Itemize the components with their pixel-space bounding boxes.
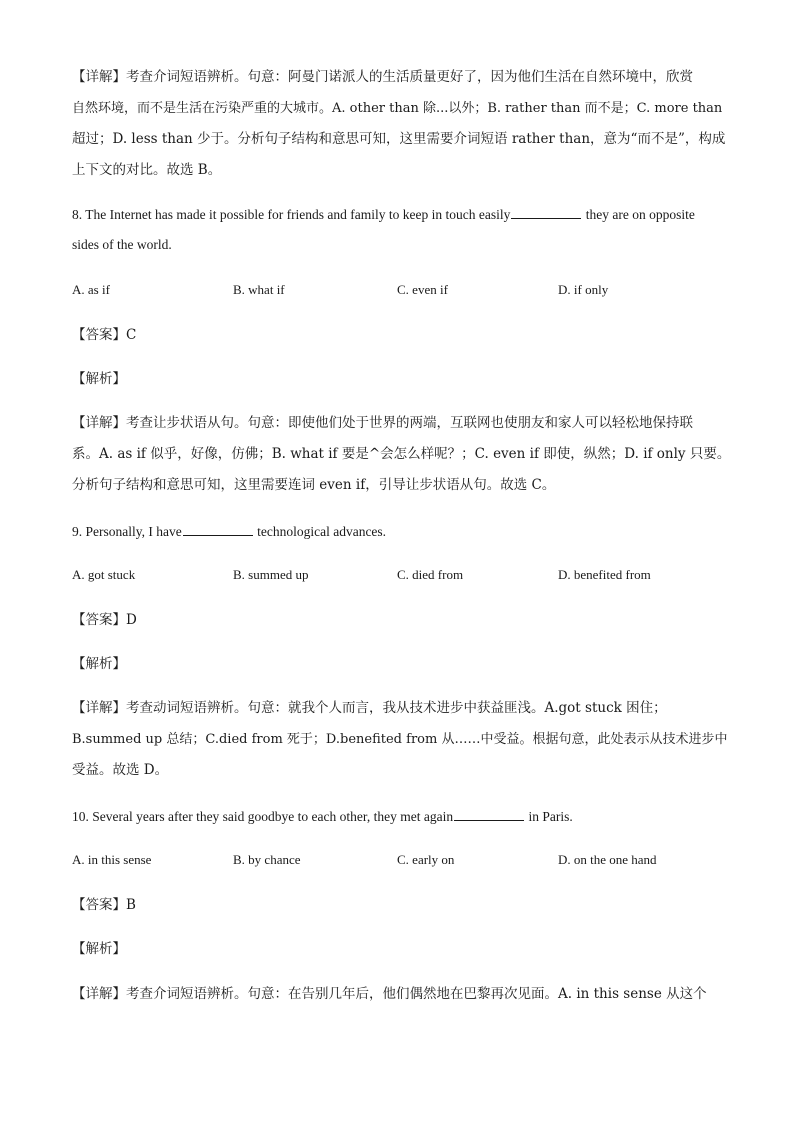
q9-option-a: A. got stuck	[72, 567, 136, 582]
q9-blank	[183, 521, 253, 536]
q9-option-d: D. benefited from	[558, 567, 651, 582]
q9-analysis-heading: 【解析】	[72, 656, 126, 672]
q10-blank	[454, 806, 524, 821]
q7-detail-line: 超过；D. less than 少于。分析句子结构和意思可知，这里需要介词短语 rather than，意为“而不是”，构成	[72, 131, 726, 147]
q7-detail-line: 自然环境，而不是生活在污染严重的大城市。A. other than 除...以外；B. rather than 而不是；C. more than	[72, 101, 723, 116]
q9-stem-text-end: technological advances.	[253, 524, 387, 539]
q8-option-c: C. even if	[397, 282, 448, 297]
q8-option-a: A. as if	[72, 282, 110, 297]
q8-detail-line: 系。A. as if 似乎，好像，仿佛；B. what if 要是^会怎么样呢？；C. even if 即使，纵然；D. if only 只要。	[72, 446, 731, 462]
q9-stem-text: 9. Personally, I have	[72, 524, 182, 539]
q8-blank	[511, 204, 581, 219]
q10-option-c: C. early on	[397, 852, 455, 867]
q9-answer: 【答案】D	[72, 612, 137, 628]
q9-option-b: B. summed up	[233, 567, 309, 582]
q9-option-c: C. died from	[397, 567, 464, 582]
q10-answer: 【答案】B	[72, 897, 136, 913]
q10-option-a: A. in this sense	[72, 852, 152, 867]
q8-stem-text-end: they are on opposite	[582, 207, 695, 222]
q8-stem-line2: sides of the world.	[72, 237, 172, 252]
q10-stem-text: 10. Several years after they said goodbye to each other, they met again	[72, 809, 454, 824]
q10-option-d: D. on the one hand	[558, 852, 657, 867]
q10-option-b: B. by chance	[233, 852, 301, 867]
q9-detail-line: 【详解】考查动词短语辨析。句意：就我个人而言，我从技术进步中获益匪浅。A.got stuck 困住；	[72, 700, 667, 716]
q9-stem	[72, 521, 386, 542]
q10-detail-line: 【详解】考查介词短语辨析。句意：在告别几年后，他们偶然地在巴黎再次见面。A. in this sense 从这个	[72, 986, 707, 1002]
q7-detail-line: 【详解】考查介词短语辨析。句意：阿曼门诺派人的生活质量更好了，因为他们生活在自然环境中，欣赏	[72, 69, 693, 85]
q8-detail-line: 【详解】考查让步状语从句。句意：即使他们处于世界的两端，互联网也使朋友和家人可以轻松地保持联	[72, 415, 693, 431]
q10-stem-text-end: in Paris.	[525, 809, 573, 824]
q8-answer: 【答案】C	[72, 327, 137, 343]
q8-stem	[72, 204, 695, 225]
q9-detail-line: 受益。故选 D。	[72, 762, 169, 778]
q8-stem-text: 8. The Internet has made it possible for friends and family to keep in touch easily	[72, 207, 511, 222]
q9-detail-paragraph	[72, 693, 732, 786]
q8-analysis-heading: 【解析】	[72, 371, 126, 387]
q8-option-d: D. if only	[558, 282, 609, 297]
q8-detail-paragraph	[72, 408, 732, 501]
q10-detail-paragraph	[72, 979, 732, 1010]
q8-detail-line: 分析句子结构和意思可知，这里需要连词 even if，引导让步状语从句。故选 C。	[72, 477, 556, 493]
q10-analysis-heading: 【解析】	[72, 941, 126, 957]
q10-stem	[72, 806, 573, 827]
q9-detail-line: B.summed up 总结；C.died from 死于；D.benefited from 从……中受益。根据句意，此处表示从技术进步中	[72, 732, 728, 747]
q8-option-b: B. what if	[233, 282, 285, 297]
q7-detail-paragraph	[72, 62, 732, 186]
q7-detail-line: 上下文的对比。故选 B。	[72, 162, 222, 178]
